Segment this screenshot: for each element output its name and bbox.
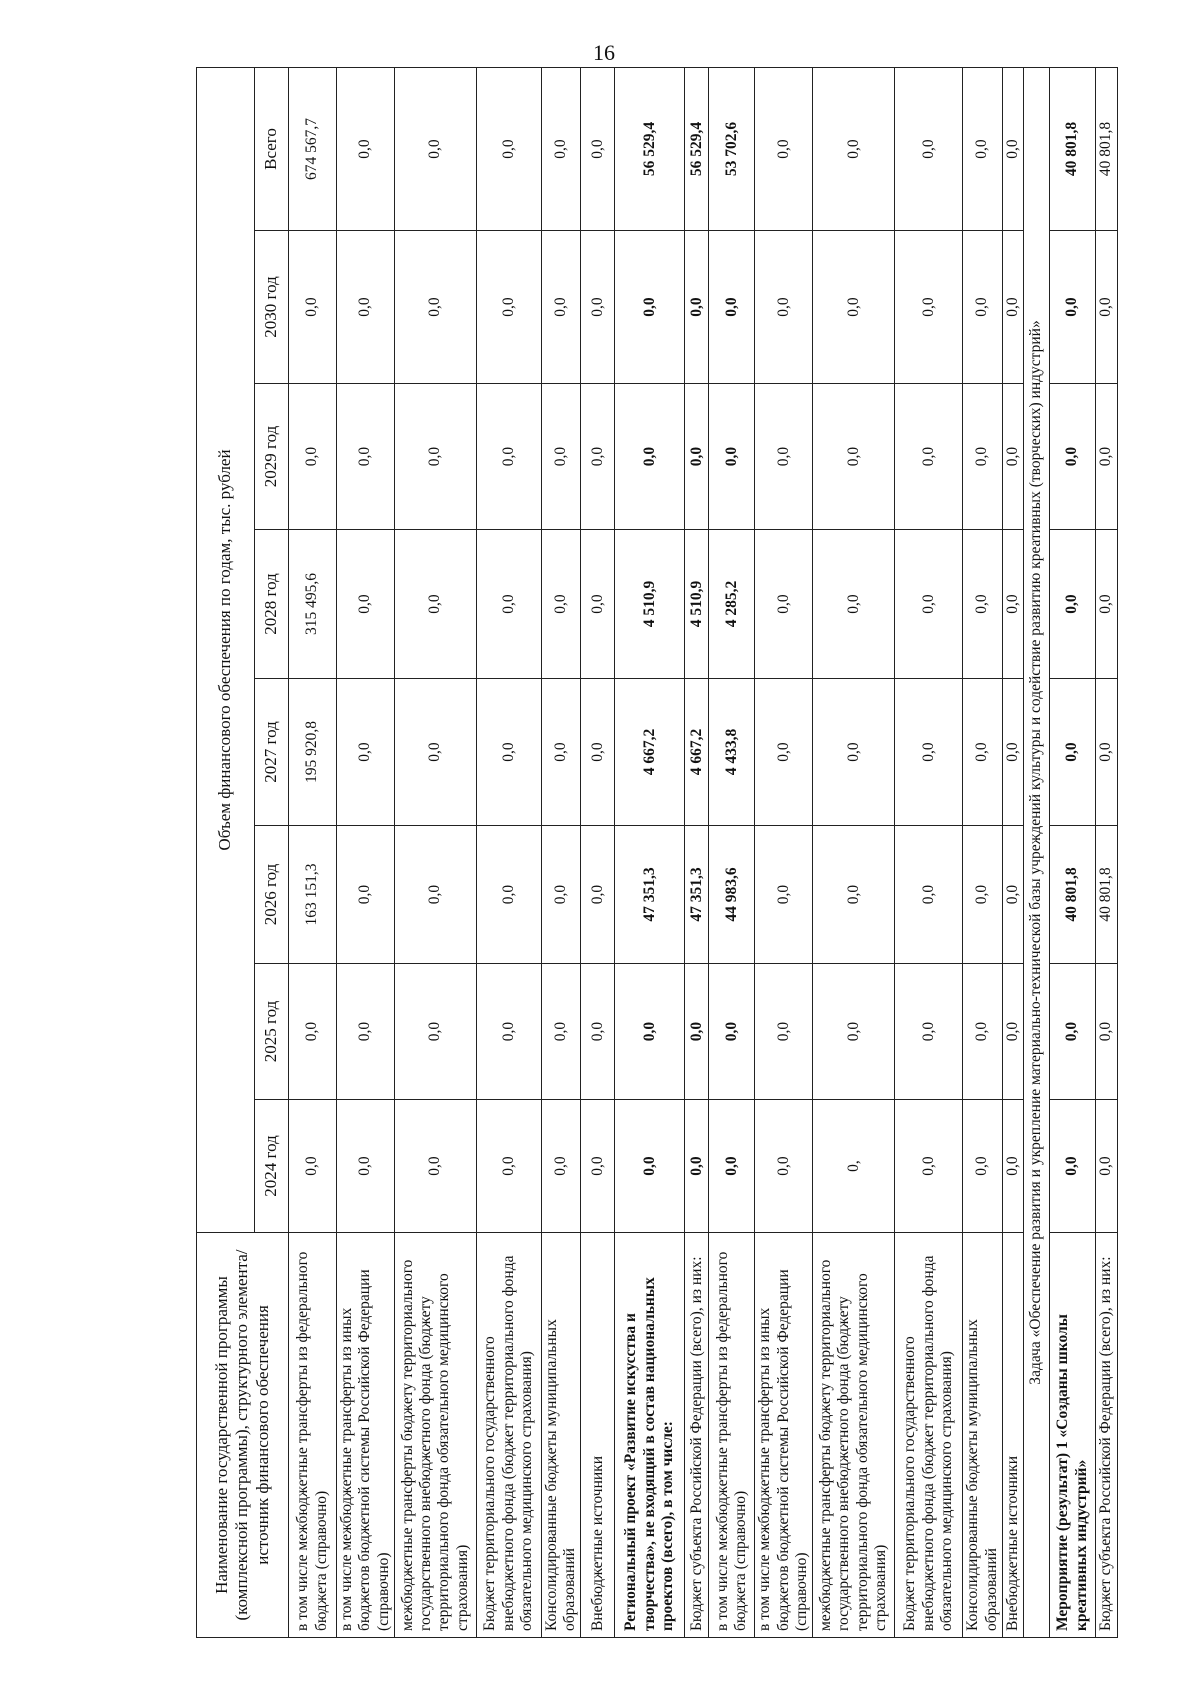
row-value-1: 0,0 [476, 964, 541, 1100]
header-year-6: 2030 год [255, 231, 289, 384]
row-value-2: 47 351,3 [685, 826, 709, 964]
row-name: межбюджетные трансферты бюджету территориального государственного внебюджетного фонда (бюджету территориального фонда обязательного медицинского страхования) [394, 1233, 476, 1638]
row-value-7: 40 801,8 [1050, 67, 1096, 230]
row-value-6: 0,0 [755, 231, 813, 384]
financing-table [196, 67, 1118, 1638]
row-value-4: 4 510,9 [615, 530, 685, 679]
row-value-5: 0,0 [581, 384, 615, 530]
rotated-table-wrapper [196, 68, 1196, 1638]
row-value-7: 0,0 [541, 67, 581, 230]
row-value-7: 0,0 [895, 67, 963, 230]
row-value-6: 0,0 [615, 231, 685, 384]
row-value-4: 0,0 [895, 530, 963, 679]
row-value-4: 0,0 [1002, 530, 1023, 679]
row-value-6: 0,0 [394, 231, 476, 384]
row-value-0: 0,0 [963, 1100, 1003, 1233]
row-value-0: 0,0 [1096, 1100, 1118, 1233]
row-value-3: 0,0 [337, 679, 395, 826]
row-value-1: 0,0 [685, 964, 709, 1100]
row-value-5: 0,0 [709, 384, 755, 530]
row-value-2: 0,0 [895, 826, 963, 964]
row-value-2: 0,0 [963, 826, 1003, 964]
row-value-6: 0,0 [963, 231, 1003, 384]
row-value-1: 0,0 [394, 964, 476, 1100]
row-value-4: 0,0 [963, 530, 1003, 679]
row-value-6: 0,0 [1096, 231, 1118, 384]
row-value-3: 0,0 [1050, 679, 1096, 826]
row-value-6: 0,0 [581, 231, 615, 384]
row-name: Бюджет территориального государственного внебюджетного фонда (бюджет территориального фонда обязательного медицинского страхования) [895, 1233, 963, 1638]
row-value-4: 0,0 [337, 530, 395, 679]
row-value-0: 0, [813, 1100, 895, 1233]
row-name: Бюджет субъекта Российской Федерации (всего), из них: [1096, 1233, 1118, 1638]
row-value-5: 0,0 [1050, 384, 1096, 530]
row-value-2: 40 801,8 [1096, 826, 1118, 964]
header-volume-title: Объем финансового обеспечения по годам, тыс. рублей [197, 67, 255, 1232]
table-row [1002, 67, 1023, 1637]
row-value-2: 0,0 [394, 826, 476, 964]
table-row [755, 67, 813, 1637]
table-row [615, 67, 685, 1637]
row-value-7: 53 702,6 [709, 67, 755, 230]
row-value-5: 0,0 [289, 384, 337, 530]
row-value-4: 0,0 [755, 530, 813, 679]
header-year-7: Всего [255, 67, 289, 230]
row-value-3: 4 667,2 [685, 679, 709, 826]
row-value-7: 674 567,7 [289, 67, 337, 230]
table-row [337, 67, 395, 1637]
row-value-5: 0,0 [1002, 384, 1023, 530]
table-row [581, 67, 615, 1637]
row-value-3: 0,0 [581, 679, 615, 826]
row-value-6: 0,0 [337, 231, 395, 384]
row-value-5: 0,0 [337, 384, 395, 530]
table-row [709, 67, 755, 1637]
header-year-3: 2027 год [255, 679, 289, 826]
row-value-3: 0,0 [755, 679, 813, 826]
row-value-2: 0,0 [1002, 826, 1023, 964]
header-year-5: 2029 год [255, 384, 289, 530]
header-year-4: 2028 год [255, 530, 289, 679]
row-name: Мероприятие (результат) 1 «Созданы школы креативных индустрий» [1050, 1233, 1096, 1638]
row-value-0: 0,0 [755, 1100, 813, 1233]
row-value-6: 0,0 [895, 231, 963, 384]
row-value-3: 4 433,8 [709, 679, 755, 826]
row-name: в том числе межбюджетные трансферты из федерального бюджета (справочно) [289, 1233, 337, 1638]
row-value-2: 0,0 [813, 826, 895, 964]
row-value-1: 0,0 [709, 964, 755, 1100]
row-value-2: 47 351,3 [615, 826, 685, 964]
rotated-table-container [196, 68, 1115, 1638]
row-value-0: 0,0 [581, 1100, 615, 1233]
row-name: в том числе межбюджетные трансферты из федерального бюджета (справочно) [709, 1233, 755, 1638]
row-value-2: 0,0 [581, 826, 615, 964]
row-value-0: 0,0 [1002, 1100, 1023, 1233]
row-value-3: 0,0 [1096, 679, 1118, 826]
task-text: Задача «Обеспечение развития и укрепление материально-технической базы учреждений культуры и содействие развитию креативных (творческих) индустрий» [1024, 67, 1050, 1637]
row-value-3: 0,0 [1002, 679, 1023, 826]
row-value-3: 0,0 [895, 679, 963, 826]
row-value-5: 0,0 [1096, 384, 1118, 530]
row-value-5: 0,0 [615, 384, 685, 530]
row-value-6: 0,0 [541, 231, 581, 384]
row-value-4: 4 285,2 [709, 530, 755, 679]
row-value-3: 195 920,8 [289, 679, 337, 826]
row-value-2: 40 801,8 [1050, 826, 1096, 964]
row-value-7: 0,0 [1002, 67, 1023, 230]
row-value-0: 0,0 [709, 1100, 755, 1233]
row-value-0: 0,0 [541, 1100, 581, 1233]
row-value-2: 0,0 [476, 826, 541, 964]
row-value-6: 0,0 [476, 231, 541, 384]
row-value-6: 0,0 [685, 231, 709, 384]
row-value-7: 0,0 [963, 67, 1003, 230]
table-row [895, 67, 963, 1637]
row-value-3: 0,0 [476, 679, 541, 826]
row-value-1: 0,0 [895, 964, 963, 1100]
row-value-5: 0,0 [963, 384, 1003, 530]
row-value-2: 0,0 [541, 826, 581, 964]
row-name: Консолидированные бюджеты муниципальных образований [963, 1233, 1003, 1638]
row-value-3: 4 667,2 [615, 679, 685, 826]
row-value-5: 0,0 [685, 384, 709, 530]
row-name: Внебюджетные источники [581, 1233, 615, 1638]
row-value-0: 0,0 [289, 1100, 337, 1233]
row-value-0: 0,0 [685, 1100, 709, 1233]
row-value-5: 0,0 [755, 384, 813, 530]
row-value-5: 0,0 [394, 384, 476, 530]
header-year-1: 2025 год [255, 964, 289, 1100]
row-value-6: 0,0 [289, 231, 337, 384]
row-value-6: 0,0 [709, 231, 755, 384]
row-value-2: 163 151,3 [289, 826, 337, 964]
table-row [289, 67, 337, 1637]
row-value-7: 0,0 [476, 67, 541, 230]
row-value-2: 0,0 [337, 826, 395, 964]
row-value-3: 0,0 [394, 679, 476, 826]
row-value-7: 56 529,4 [685, 67, 709, 230]
row-value-6: 0,0 [1002, 231, 1023, 384]
row-value-3: 0,0 [813, 679, 895, 826]
row-value-1: 0,0 [581, 964, 615, 1100]
row-value-5: 0,0 [895, 384, 963, 530]
row-value-5: 0,0 [541, 384, 581, 530]
row-value-7: 40 801,8 [1096, 67, 1118, 230]
header-year-2: 2026 год [255, 826, 289, 964]
row-value-1: 0,0 [963, 964, 1003, 1100]
row-value-7: 0,0 [337, 67, 395, 230]
row-value-6: 0,0 [1050, 231, 1096, 384]
row-value-3: 0,0 [963, 679, 1003, 826]
row-value-0: 0,0 [1050, 1100, 1096, 1233]
row-value-0: 0,0 [476, 1100, 541, 1233]
task-row [1024, 67, 1050, 1637]
row-value-4: 0,0 [813, 530, 895, 679]
row-value-4: 0,0 [476, 530, 541, 679]
row-value-1: 0,0 [813, 964, 895, 1100]
row-value-2: 0,0 [755, 826, 813, 964]
row-value-5: 0,0 [813, 384, 895, 530]
row-value-7: 0,0 [394, 67, 476, 230]
table-row [685, 67, 709, 1637]
row-value-6: 0,0 [813, 231, 895, 384]
table-row [541, 67, 581, 1637]
row-value-4: 0,0 [541, 530, 581, 679]
row-name: Бюджет субъекта Российской Федерации (всего), из них: [685, 1233, 709, 1638]
table-row [963, 67, 1003, 1637]
row-value-0: 0,0 [895, 1100, 963, 1233]
table-row [394, 67, 476, 1637]
row-value-7: 0,0 [581, 67, 615, 230]
row-name: Бюджет территориального государственного внебюджетного фонда (бюджет территориального фонда обязательного медицинского страхования) [476, 1233, 541, 1638]
row-value-4: 0,0 [394, 530, 476, 679]
row-value-7: 56 529,4 [615, 67, 685, 230]
row-name: межбюджетные трансферты бюджету территориального государственного внебюджетного фонда (бюджету территориального фонда обязательного медицинского страхования) [813, 1233, 895, 1638]
row-name: Внебюджетные источники [1002, 1233, 1023, 1638]
row-value-5: 0,0 [476, 384, 541, 530]
table-row [476, 67, 541, 1637]
row-value-2: 44 983,6 [709, 826, 755, 964]
row-value-1: 0,0 [1050, 964, 1096, 1100]
row-name: Региональный проект «Развитие искусства и творчества», не входящий в состав национальных проектов (всего), в том числе: [615, 1233, 685, 1638]
row-value-4: 0,0 [1050, 530, 1096, 679]
row-value-4: 315 495,6 [289, 530, 337, 679]
row-value-0: 0,0 [394, 1100, 476, 1233]
table-row [1096, 67, 1118, 1637]
row-value-1: 0,0 [337, 964, 395, 1100]
row-value-4: 0,0 [581, 530, 615, 679]
table-row [813, 67, 895, 1637]
row-value-1: 0,0 [289, 964, 337, 1100]
row-value-0: 0,0 [337, 1100, 395, 1233]
page-number: 16 [593, 40, 615, 65]
row-value-7: 0,0 [755, 67, 813, 230]
row-value-1: 0,0 [615, 964, 685, 1100]
row-value-4: 0,0 [1096, 530, 1118, 679]
row-value-1: 0,0 [755, 964, 813, 1100]
row-value-1: 0,0 [1002, 964, 1023, 1100]
row-value-3: 0,0 [541, 679, 581, 826]
row-value-0: 0,0 [615, 1100, 685, 1233]
row-value-1: 0,0 [1096, 964, 1118, 1100]
row-value-7: 0,0 [813, 67, 895, 230]
row-value-1: 0,0 [541, 964, 581, 1100]
row-name: в том числе межбюджетные трансферты из иных бюджетов бюджетной системы Российской Федерации (справочно) [755, 1233, 813, 1638]
row-value-4: 4 510,9 [685, 530, 709, 679]
row-name: Консолидированные бюджеты муниципальных образований [541, 1233, 581, 1638]
table-row [1050, 67, 1096, 1637]
header-name-column: Наименование государственной программы (комплексной программы), структурного элемента/источник финансового обеспечения [197, 1233, 289, 1638]
row-name: в том числе межбюджетные трансферты из иных бюджетов бюджетной системы Российской Федерации (справочно) [337, 1233, 395, 1638]
header-year-0: 2024 год [255, 1100, 289, 1233]
